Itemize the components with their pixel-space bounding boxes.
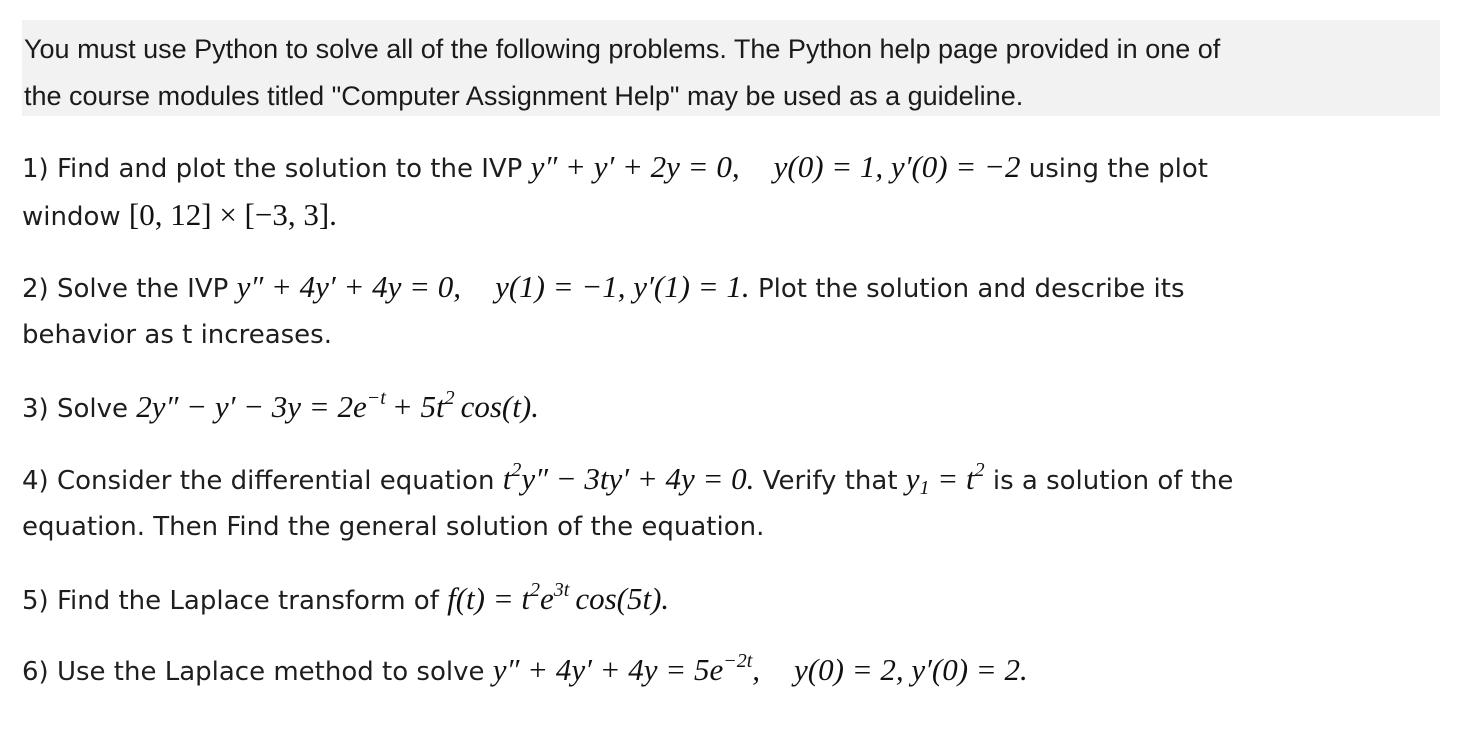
- problem-text: Find the Laplace transform of: [56, 586, 439, 616]
- math-part: y: [905, 461, 920, 496]
- problem-text: Find and plot the solution to the IVP: [56, 154, 523, 184]
- math-exponent: −2t: [723, 650, 753, 672]
- problem-1: [22, 143, 1208, 239]
- problem-2-row-1: [22, 263, 1185, 311]
- problem-number: 3): [22, 394, 49, 424]
- math-part: f(t) = t: [447, 581, 531, 616]
- math-exponent: 2: [444, 387, 455, 409]
- math-exponent: 2: [530, 579, 541, 601]
- problem-3-row-1: [22, 383, 539, 431]
- problem-4-row-1: [22, 455, 1233, 503]
- math-equation: y″ + y′ + 2y = 0,: [530, 149, 740, 184]
- problem-number: 4): [22, 466, 49, 496]
- math-part: e: [540, 581, 554, 616]
- math-window: [0, 12] × [−3, 3].: [128, 197, 337, 232]
- intro-box: [22, 20, 1440, 116]
- math-part: = t: [937, 461, 975, 496]
- problem-4-row-2: equation. Then Find the general solution of the equation.: [22, 512, 765, 542]
- problem-5-row-1: [22, 575, 669, 623]
- math-part: 2y″ − y′ − 3y = 2e: [136, 389, 367, 424]
- problem-text: Plot the solution and describe its: [757, 274, 1185, 304]
- problem-text: using the plot: [1028, 154, 1208, 184]
- problem-text: Verify that: [762, 466, 898, 496]
- math-conditions: y(1) = −1, y′(1) = 1.: [495, 269, 750, 304]
- problem-number: 2): [22, 274, 49, 304]
- problem-text: window: [22, 202, 121, 232]
- math-part: y″ + 4y′ + 4y = 5e: [492, 652, 724, 687]
- math-subscript: 1: [919, 477, 930, 499]
- math-exponent: −t: [366, 387, 386, 409]
- math-part: + 5t: [391, 389, 445, 424]
- math-part: t: [502, 461, 512, 496]
- problem-1-row-1: [22, 143, 1208, 191]
- math-part: y″ − 3ty′ + 4y = 0.: [521, 461, 755, 496]
- math-exponent: 3t: [553, 579, 570, 601]
- problem-6: [22, 646, 1028, 694]
- math-exponent: 2: [974, 459, 985, 481]
- intro-line-2: the course modules titled "Computer Assignment Help" may be used as a guideline.: [24, 81, 1024, 111]
- problem-text: Solve the IVP: [56, 274, 229, 304]
- math-conditions: y(0) = 2, y′(0) = 2.: [794, 652, 1028, 687]
- problem-text: Use the Laplace method to solve: [56, 657, 485, 687]
- math-y1: [905, 459, 985, 499]
- problem-2: [22, 263, 1185, 359]
- problem-1-row-2: [22, 191, 1208, 239]
- problem-text: is a solution of the: [992, 466, 1234, 496]
- math-part: cos(t).: [460, 389, 539, 424]
- problem-number: 1): [22, 154, 49, 184]
- problem-text: Consider the differential equation: [56, 466, 495, 496]
- problem-2-row-2: behavior as t increases.: [22, 320, 332, 350]
- problem-text: Solve: [56, 394, 128, 424]
- problem-number: 6): [22, 657, 49, 687]
- problem-4: [22, 455, 1233, 551]
- math-function: [447, 581, 669, 616]
- math-exponent: 2: [511, 459, 522, 481]
- problem-3: [22, 383, 539, 431]
- problem-number: 5): [22, 586, 49, 616]
- math-equation: [503, 461, 755, 496]
- math-conditions: y(0) = 1, y′(0) = −2: [773, 149, 1021, 184]
- problem-6-row-1: [22, 646, 1028, 694]
- problem-5: [22, 575, 669, 623]
- math-equation: [136, 389, 539, 424]
- intro-line-1: You must use Python to solve all of the following problems. The Python help page provided in one of: [24, 34, 1221, 64]
- math-equation: y″ + 4y′ + 4y = 0,: [236, 269, 462, 304]
- math-part: cos(5t).: [575, 581, 670, 616]
- math-part: ,: [752, 652, 761, 687]
- math-equation: [493, 652, 760, 687]
